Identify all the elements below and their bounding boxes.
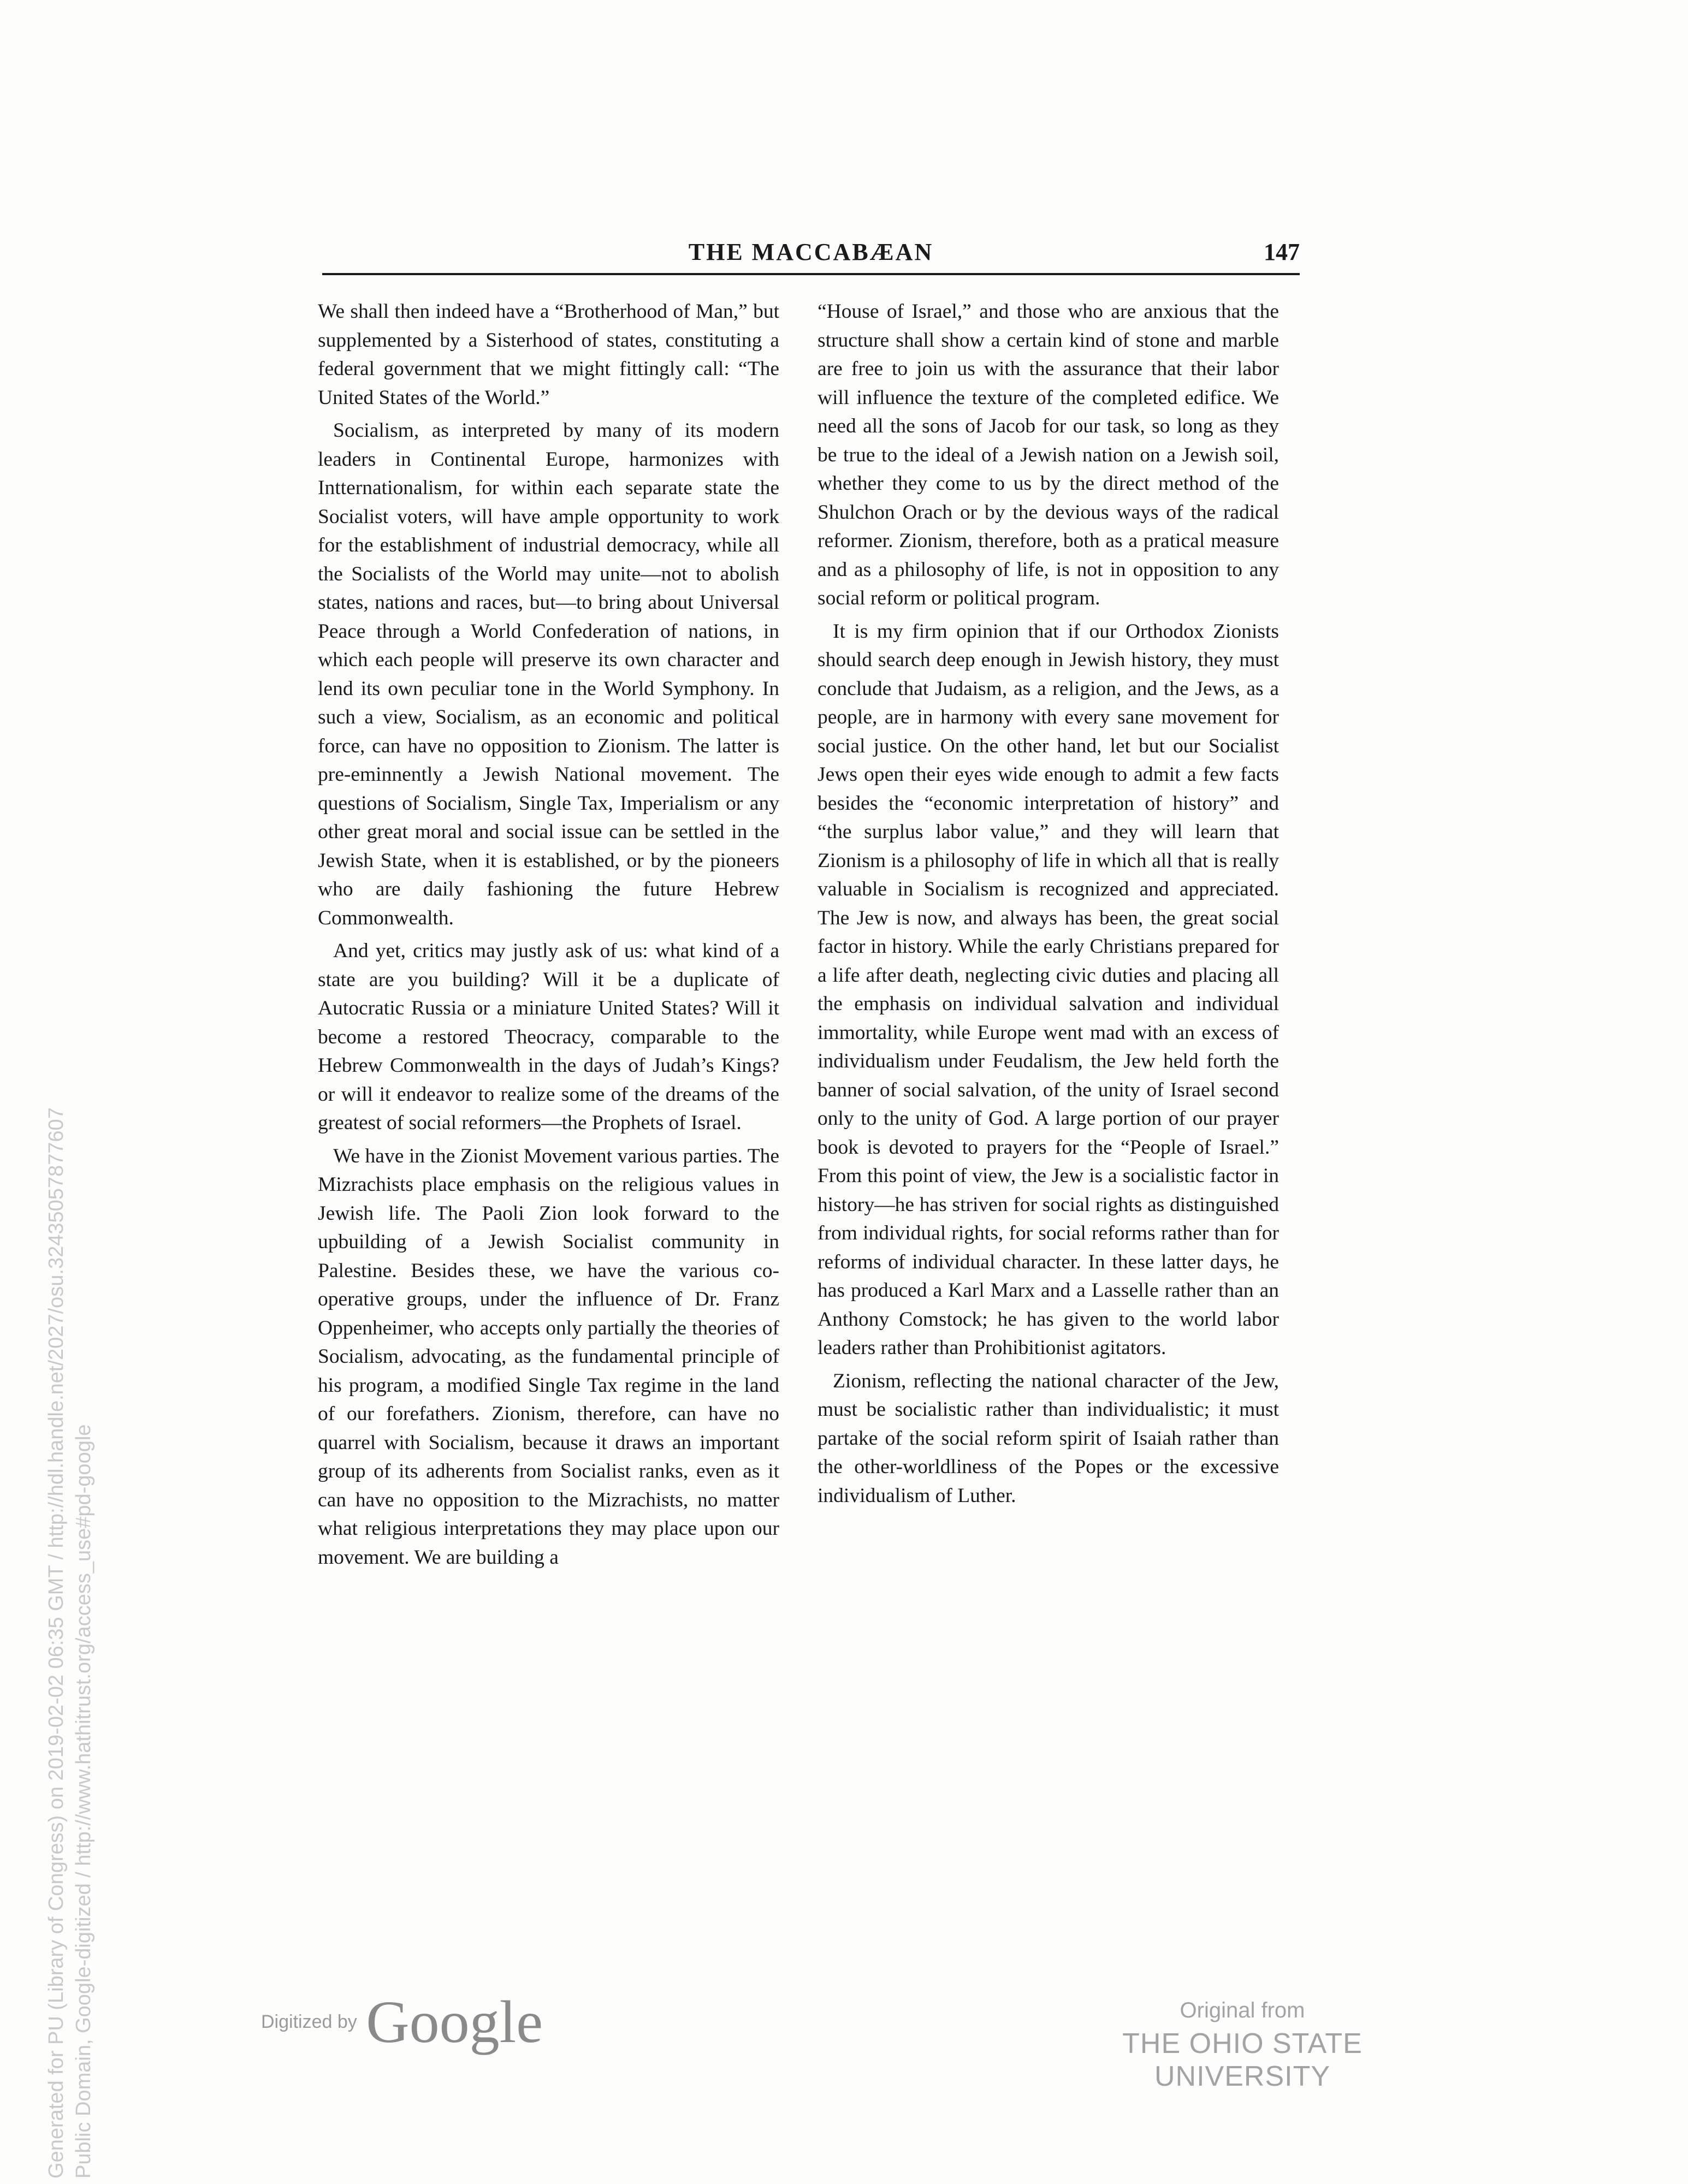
google-logo: Google bbox=[366, 1989, 543, 2055]
page-number: 147 bbox=[1264, 239, 1300, 265]
digitized-by-google bbox=[261, 1987, 543, 2057]
watermark-line: Generated for PU (Library of Congress) on 2019-02-02 06:35 GMT / http://hdl.handle.net/2027/osu.32435057877607 bbox=[45, 1107, 68, 2179]
paragraph: And yet, critics may justly ask of us: what kind of a state are you building? Will it be a duplicate of Autocratic Russia or a miniature United States? Will it become a restored Theocracy, comparable to the Hebrew Commonwealth in the days of Judah’s Kings? or will it endeavor to realize some of the dreams of the greatest of social reformers—the Prophets of Israel. bbox=[318, 940, 779, 1134]
original-institution: THE OHIO STATE UNIVERSITY bbox=[1122, 2028, 1363, 2092]
original-source bbox=[1051, 1998, 1434, 2093]
journal-title: THE MACCABÆAN bbox=[688, 239, 934, 265]
paragraph: We shall then indeed have a “Brotherhood of Man,” but supplemented by a Sisterhood of states, constituting a federal government that we might fittingly call: “The United States of the World.” bbox=[318, 300, 779, 409]
hathitrust-watermark bbox=[43, 1107, 97, 2179]
right-column bbox=[818, 298, 1279, 1515]
left-column bbox=[318, 298, 779, 1576]
paragraph: It is my firm opinion that if our Orthodox Zionists should search deep enough in Jewish history, they must conclude that Judaism, as a religion, and the Jews, as a people, are in harmony with every sane movement for social justice. On the other hand, let but our Socialist Jews open their eyes wide enough to admit a few facts besides the “economic interpretation of history” and “the surplus labor value,” and they will learn that Zionism is a philosophy of life in which all that is really valuable in Socialism is recognized and appreciated. The Jew is now, and always has been, the great social factor in history. While the early Christians prepared for a life after death, neglecting civic duties and placing all the emphasis on individual salvation and individual immortality, while Europe went mad with an excess of individualism under Feudalism, the Jew held forth the banner of social salvation, of the unity of Israel second only to the unity of God. A large portion of our prayer book is devoted to prayers for the “People of Israel.” From this point of view, the Jew is a socialistic factor in history—he has striven for social rights as distinguished from individual rights, for social reforms rather than for reforms of individual character. In these latter days, he has produced a Karl Marx and a Lasselle rather than an Anthony Comstock; he has given to the world labor leaders rather than Prohibitionist agitators. bbox=[818, 620, 1279, 1359]
digitized-label: Digitized by bbox=[261, 2011, 357, 2032]
paragraph: “House of Israel,” and those who are anxious that the structure shall show a certain kind of stone and marble are free to join us with the assurance that their labor will influence the texture of the completed edifice. We need all the sons of Jacob for our task, so long as they be true to the ideal of a Jewish nation on a Jewish soil, whether they come to us by the direct method of the Shulchon Orach or by the devious ways of the radical reformer. Zionism, therefore, both as a pratical measure and as a philosophy of life, is not in opposition to any social reform or political program. bbox=[818, 300, 1279, 609]
paragraph: We have in the Zionist Movement various parties. The Mizrachists place emphasis on the religious values in Jewish life. The Paoli Zion look forward to the upbuilding of a Jewish Socialist community in Palestine. Besides these, we have the various co-operative groups, under the influence of Dr. Franz Oppenheimer, who accepts only partially the theories of Socialism, advocating, as the fundamental principle of his program, a modified Single Tax regime in the land of our forefathers. Zionism, therefore, can have no quarrel with Socialism, because it draws an important group of its adherents from Socialist ranks, even as it can have no opposition to the Mizrachists, no matter what religious interpretations they may place upon our movement. We are building a bbox=[318, 1144, 779, 1569]
paragraph: Socialism, as interpreted by many of its modern leaders in Continental Europe, harmonizes with Intternationalism, for within each separate state the Socialist voters, will have ample opportunity to work for the establishment of industrial democracy, while all the Socialists of the World may unite—not to abolish states, nations and races, but—to bring about Universal Peace through a World Confederation of nations, in which each people will preserve its own character and lend its own peculiar tone in the World Symphony. In such a view, Socialism, as an economic and political force, can have no opposition to Zionism. The latter is pre-eminnently a Jewish National movement. The questions of Socialism, Single Tax, Imperialism or any other great moral and social issue can be settled in the Jewish State, when it is established, or by the pioneers who are daily fashioning the future Hebrew Commonwealth. bbox=[318, 419, 779, 929]
paragraph: Zionism, reflecting the national character of the Jew, must be socialistic rather than individualistic; it must partake of the social reform spirit of Isaiah rather than the other-worldliness of the Popes or the excessive individualism of Luther. bbox=[818, 1369, 1279, 1507]
watermark-line: Public Domain, Google-digitized / http://www.hathitrust.org/access_use#pd-google bbox=[72, 1424, 95, 2179]
running-header bbox=[322, 235, 1300, 275]
original-label: Original from bbox=[1180, 1998, 1305, 2022]
